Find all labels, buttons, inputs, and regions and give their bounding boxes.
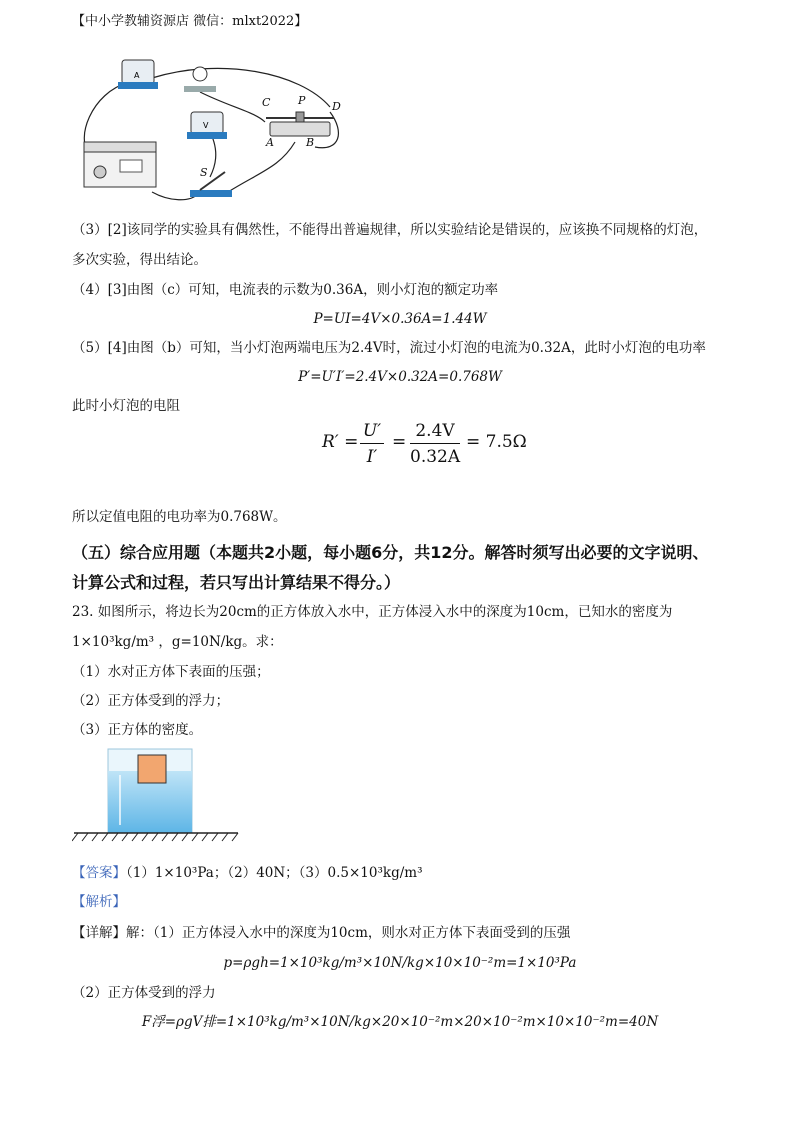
page-header: 【中小学教辅资源店 微信：mlxt2022】: [72, 14, 308, 29]
question-text: 1×10³kg/m³ ，g=10N/kg。求：: [72, 634, 283, 650]
label-b: B: [306, 136, 315, 149]
label-c: C: [262, 96, 271, 109]
ammeter-icon: [118, 60, 158, 89]
section-heading: （五）综合应用题（本题共2小题，每小题6分，共12分。解答时须写出必要的文字说明、: [72, 543, 709, 562]
text-line: （4）[3]由图（c）可知，电流表的示数为0.36A，则小灯泡的额定功率: [72, 282, 499, 298]
label-a: A: [266, 136, 274, 149]
analysis-tag: 【解析】: [72, 894, 126, 910]
text-line: （2）正方体受到的浮力: [72, 985, 216, 1001]
circuit-diagram: [70, 52, 360, 212]
beaker-diagram: [72, 745, 242, 845]
rheostat-icon: [266, 112, 334, 136]
voltmeter-icon: [187, 112, 227, 139]
detail-text: 解：（1）正方体浸入水中的深度为10cm，则水对正方体下表面受到的压强: [126, 925, 571, 941]
equation-power: P=UI=4V×0.36A=1.44W: [313, 311, 487, 327]
formula-num2: 2.4V: [415, 421, 455, 441]
question-part: （1）水对正方体下表面的压强；: [72, 664, 270, 680]
answer-tag: 【答案】: [72, 865, 126, 881]
formula-den1: I′: [366, 447, 378, 467]
text-line: （5）[4]由图（b）可知，当小灯泡两端电压为2.4V时，流过小灯泡的电流为0.32A，此时小灯泡的电功率: [72, 340, 706, 356]
formula-lhs: R′ =: [322, 432, 359, 452]
question-part: （2）正方体受到的浮力；: [72, 693, 230, 709]
question-text: 23. 如图所示，将边长为20cm的正方体放入水中，正方体浸入水中的深度为10cm，已知水的密度为: [72, 604, 673, 620]
text-line: 多次实验，得出结论。: [72, 252, 207, 268]
label-s: S: [200, 166, 208, 179]
question-part: （3）正方体的密度。: [72, 722, 203, 738]
label-d: D: [332, 100, 341, 113]
formula-result: = 7.5Ω: [466, 432, 527, 452]
bulb-icon: [184, 67, 216, 92]
label-p: P: [298, 94, 306, 107]
fraction-bar: [360, 443, 384, 444]
text-line: 所以定值电阻的电功率为0.768W。: [72, 509, 287, 525]
formula-den2: 0.32A: [410, 447, 461, 467]
equation-power-prime: P′=U′I′=2.4V×0.32A=0.768W: [298, 369, 502, 385]
svg-text:V: V: [203, 121, 209, 130]
detail-line: [72, 924, 570, 942]
text-line: 此时小灯泡的电阻: [72, 398, 180, 414]
svg-text:A: A: [134, 71, 140, 80]
answer-line: [72, 864, 422, 882]
cube-icon: [138, 755, 166, 783]
equation-buoyancy: F浮=ρgV排=1×10³kg/m³×10N/kg×20×10⁻²m×20×10⁻²m×10×10⁻²m=40N: [141, 1014, 659, 1030]
formula-eq: =: [392, 432, 407, 452]
text-line: （3）[2]该同学的实验具有偶然性，不能得出普遍规律，所以实验结论是错误的，应该换不同规格的灯泡，: [72, 222, 708, 238]
answer-text: （1）1×10³Pa；（2）40N；（3）0.5×10³kg/m³: [126, 865, 423, 881]
power-supply-icon: [84, 142, 156, 187]
equation-pressure: p=ρgh=1×10³kg/m³×10N/kg×10×10⁻²m=1×10³Pa: [223, 955, 577, 971]
detail-tag: 【详解】: [72, 925, 126, 941]
formula-num1: U′: [362, 421, 382, 441]
section-heading: 计算公式和过程，若只写出计算结果不得分。）: [72, 573, 401, 592]
fraction-bar: [410, 443, 460, 444]
